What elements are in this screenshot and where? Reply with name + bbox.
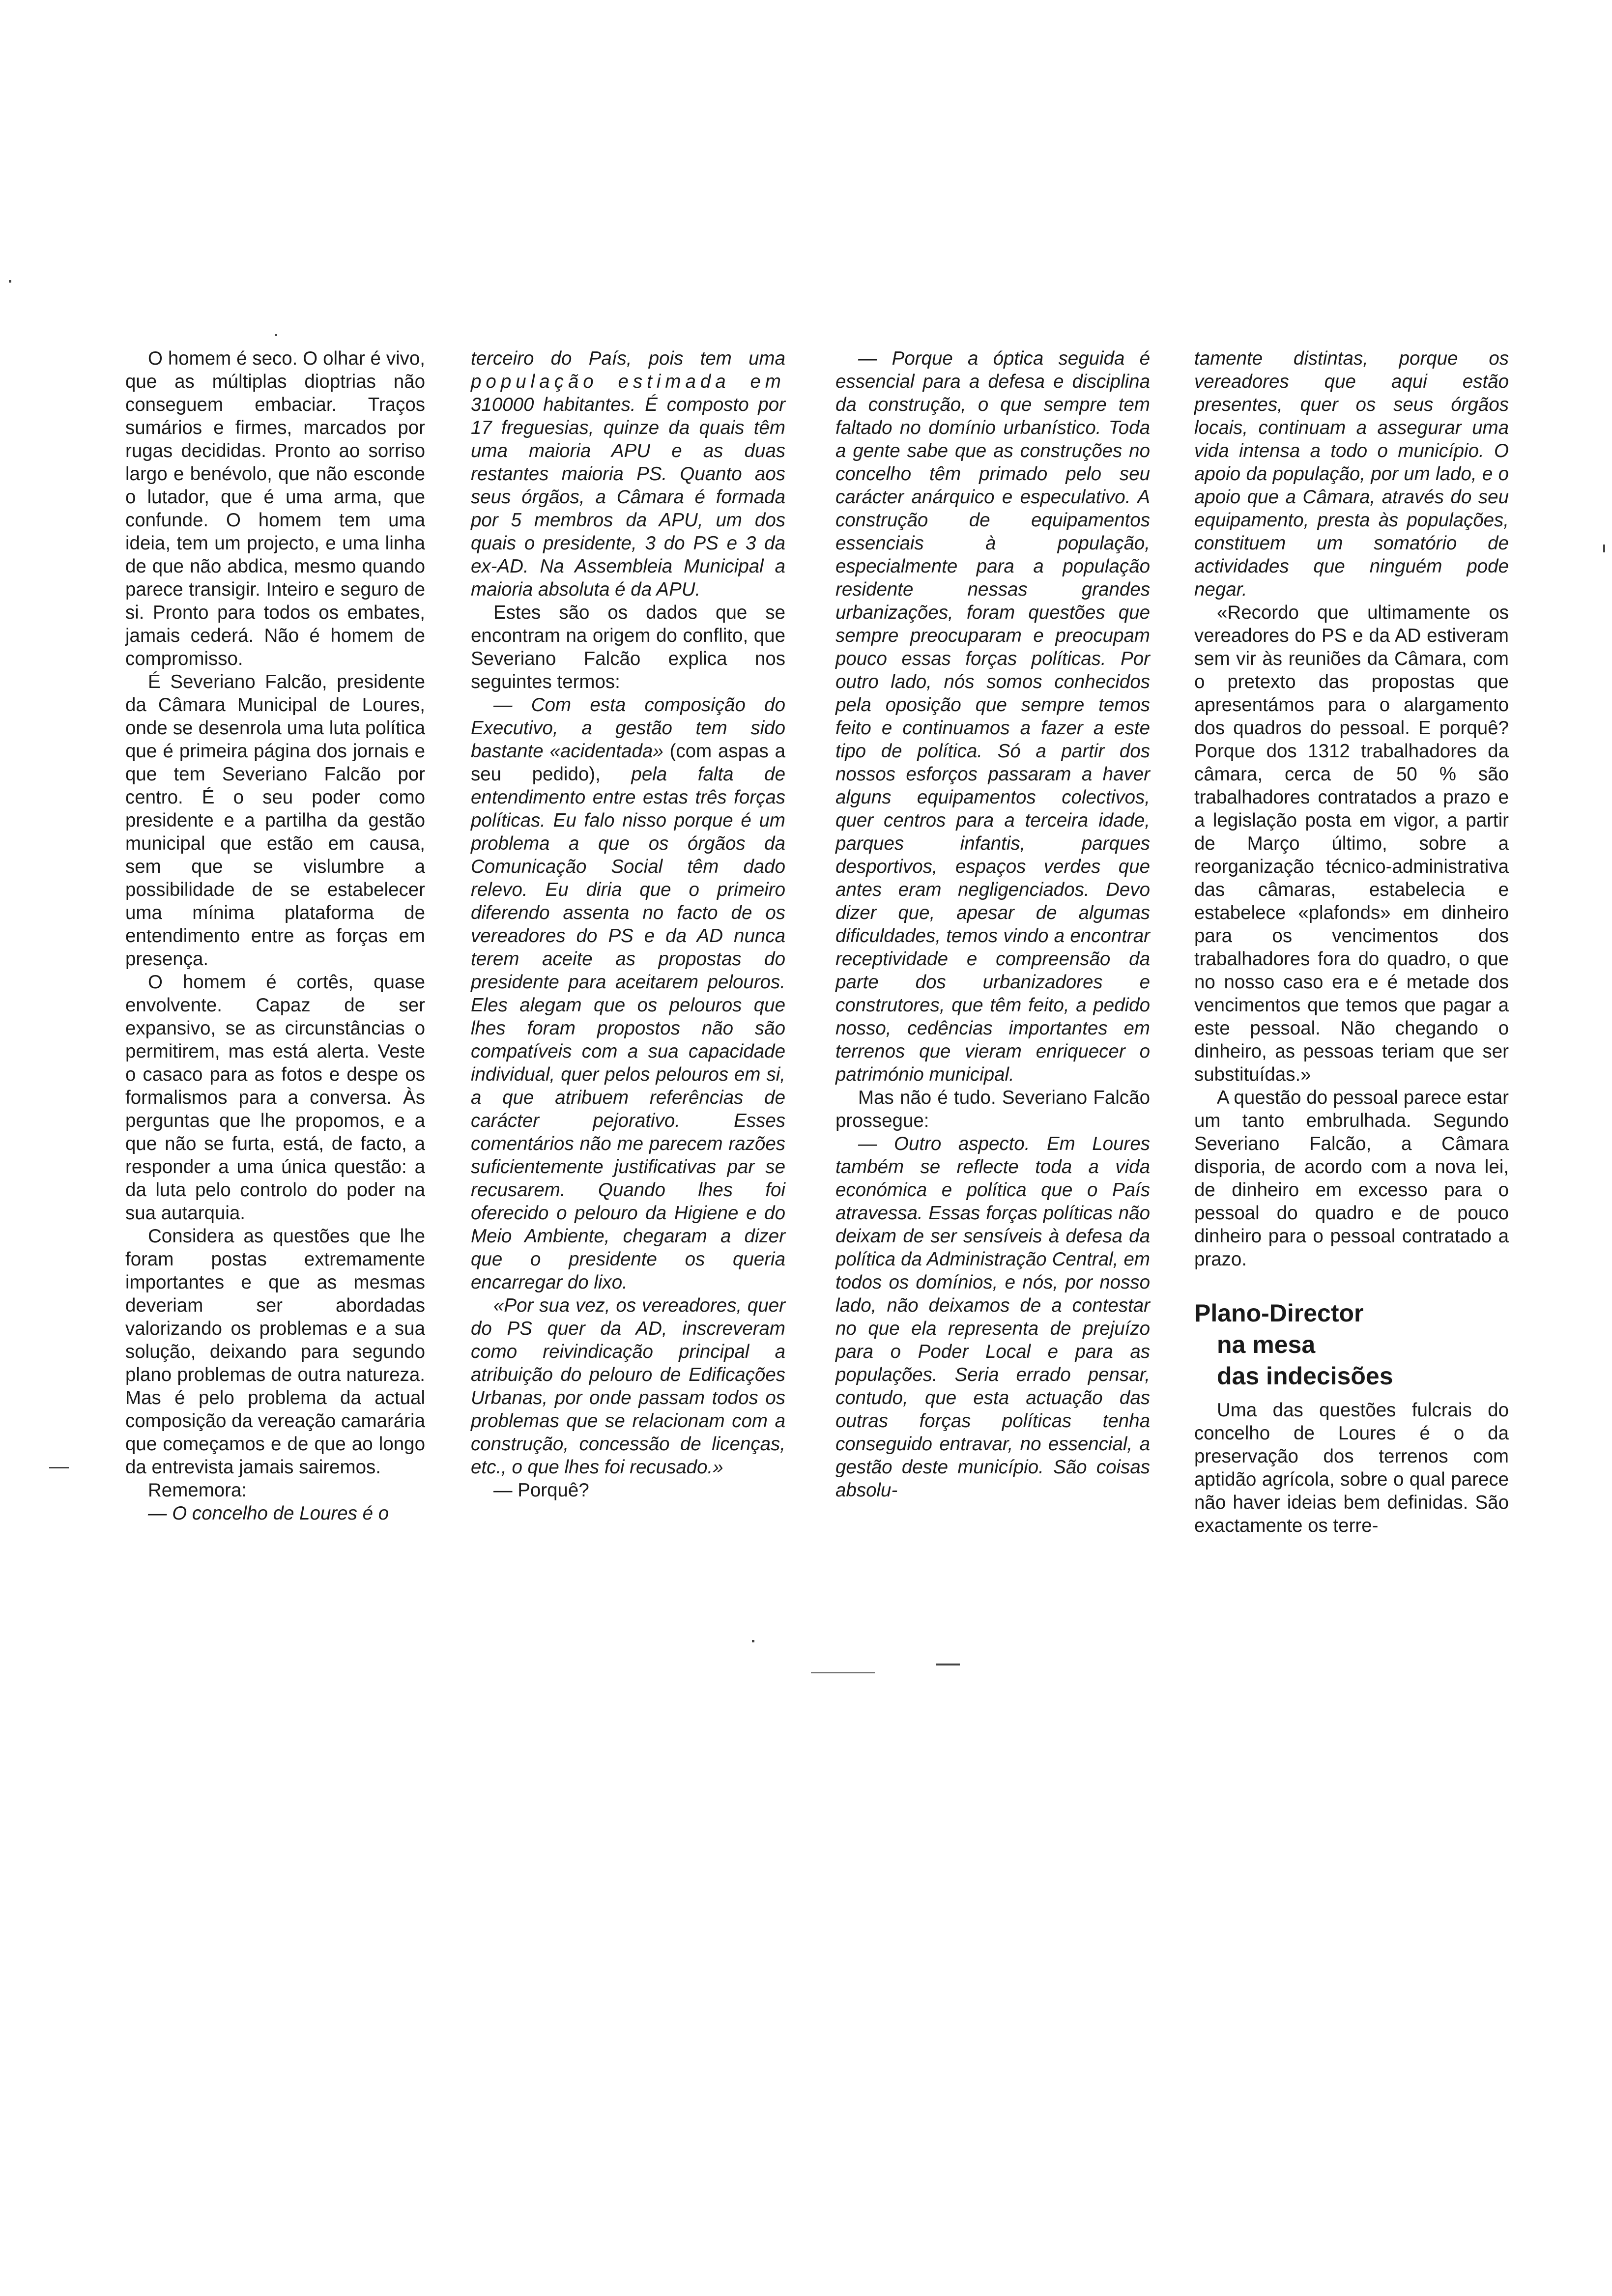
paragraph: A questão do pessoal parece estar um tanto embrulhada. Segundo Severiano Falcão, a Câmara disporia, de acordo com a nova lei, de dinheiro em excesso para o pessoal do quadro e de pouco dinheiro para o pessoal contratado a prazo. [1194, 1087, 1509, 1270]
paragraph-quote [471, 693, 785, 1294]
quote-text-spaced: população estimada em [471, 371, 785, 392]
paragraph-quote: — Porque a óptica seguida é essencial para a defesa e disciplina da construção, o que sempre tem faltado no domínio urbanístico. Toda a gente sabe que as construções no concelho têm primado pelo seu carácter anárquico e especulativo. A construção de equipamentos essenciais à população, especialmente para a população residente nessas grandes urbanizações, foram questões que sempre preocuparam e preocupam pouco essas forças políticas. Por outro lado, nós somos conhecidos pela oposição que sempre temos feito e continuamos a fazer a este tipo de política. Só a partir dos nossos esforços passaram a haver alguns equipamentos colectivos, quer centros para a terceira idade, parques infantis, parques desportivos, espaços verdes que antes eram negligenciados. Devo dizer que, apesar de algumas dificuldades, temos vindo a encontrar receptividade e compreensão da parte dos urbanizadores e construtores, que têm feito, a pedido nosso, cedências importantes em terrenos que vieram enriquecer o património municipal. [835, 348, 1150, 1085]
paragraph: Mas não é tudo. Severiano Falcão prossegue: [835, 1087, 1150, 1131]
heading-line: na mesa [1217, 1331, 1316, 1358]
paragraph: É Severiano Falcão, presidente da Câmara Municipal de Loures, onde se desenrola uma luta política que é primeira página dos jornais e que tem Severiano Falcão por centro. É o seu poder como presidente e a partilha da gestão municipal que estão em causa, sem que se vislumbre a possibilidade de se estabelecer uma mínima plataforma de entendimento entre as forças em presença. [125, 671, 425, 970]
paragraph: Considera as questões que lhe foram postas extremamente importantes e que as mesmas deveriam ser abordadas valorizando os problemas e a sua solução, deixando para segundo plano problemas de outra natureza. Mas é pelo problema da actual composição da vereação camarária que começamos e de que ao longo da entrevista jamais sairemos. [125, 1226, 425, 1478]
quote-text: pela falta de entendimento entre estas três forças políticas. Eu falo nisso porque é um problema a que os órgãos da Comunicação Social têm dado relevo. Eu diria que o primeiro diferendo assenta no facto de os vereadores do PS e da AD nunca terem aceite as propostas do presidente para aceitarem pelouros. Eles alegam que os pelouros que lhes foram propostos não são compatíveis com a sua capacidade individual, quer pelos pelouros em si, a que atribuem referências de carácter pejorativo. Esses comentários não me parecem razões suficientemente justificativas par se recusarem. Quando lhes foi oferecido o pelouro da Higiene e do Meio Ambiente, chegaram a dizer que o presidente os queria encarregar do lixo. [471, 764, 785, 1293]
paragraph: Rememora: [148, 1480, 247, 1501]
article-column-2 [471, 347, 785, 1502]
scan-speck [936, 1664, 960, 1665]
aside-text: (com aspas a seu pedido), [471, 741, 786, 785]
scan-speck [49, 1467, 69, 1468]
article-column-4 [1194, 347, 1509, 1537]
article-column-3 [835, 347, 1150, 1502]
paragraph: O homem é seco. O olhar é vivo, que as múltiplas dioptrias não conseguem embaciar. Traços sumários e firmes, marcados por rugas decididas. Pronto ao sorriso largo e benévolo, que não esconde o lutador, que é uma arma, que confunde. O homem tem uma ideia, tem um projecto, e uma linha de que não abdica, mesmo quando parece transigir. Inteiro e seguro de si. Pronto para todos os embates, jamais cederá. Não é homem de compromisso. [125, 348, 425, 669]
scan-speck [275, 334, 277, 336]
paragraph-quote: — Outro aspecto. Em Loures também se reflecte toda a vida económica e política que o País atravessa. Essas forças políticas não deixam de ser sensíveis à defesa da política da Administração Central, em todos os domínios, e nós, por nosso lado, não deixamos de a contestar no que ela representa de prejuízo para o Poder Local e para as populações. Seria errado pensar, contudo, que esta actuação das outras forças políticas tenha conseguido entravar, no essencial, a gestão deste município. São coisas absolu- [835, 1133, 1150, 1501]
paragraph-quote: tamente distintas, porque os vereadores que aqui estão presentes, quer os seus órgãos locais, continuam a assegurar uma vida intensa a todo o município. O apoio da população, por um lado, e o apoio que a Câmara, através do seu equipamento, presta às populações, constituem um somatório de actividades que ninguém pode negar. [1194, 348, 1509, 600]
heading-line: das indecisões [1217, 1362, 1393, 1390]
section-heading [1194, 1297, 1509, 1392]
paragraph: Uma das questões fulcrais do concelho de Loures é o da preservação dos terrenos com aptidão agrícola, sobre o qual parece não haver ideias bem definidas. São exactamente os terre- [1194, 1400, 1509, 1536]
heading-line: Plano-Director [1194, 1299, 1364, 1327]
article-column-1 [125, 347, 425, 1525]
quote-text: 310000 habitantes. É composto por 17 freguesias, quinze da quais têm uma maioria APU e as duas restantes maioria PS. Quanto aos seus órgãos, a Câmara é formada por 5 membros da APU, um dos quais o presidente, 3 do PS e 3 da ex-AD. Na Assembleia Municipal a maioria absoluta é da APU. [471, 394, 785, 600]
quote-text: terceiro do País, pois tem uma [471, 348, 785, 369]
paragraph: Estes são os dados que se encontram na origem do conflito, que Severiano Falcão explica nos seguintes termos: [471, 602, 785, 692]
paragraph: O homem é cortês, quase envolvente. Capaz de ser expansivo, se as circunstâncias o permitirem, mas está alerta. Veste o casaco para as fotos e despe os formalismos para a conversa. Às perguntas que lhe propomos, e a que não se furta, está, de facto, a responder a uma única questão: a da luta pelo controlo do poder na sua autarquia. [125, 972, 425, 1224]
scan-speck [811, 1672, 875, 1673]
scan-speck [752, 1640, 754, 1642]
scan-speck [1603, 545, 1605, 552]
paragraph-quote [471, 347, 785, 601]
paragraph: — Porquê? [493, 1480, 589, 1501]
paragraph: «Recordo que ultimamente os vereadores do PS e da AD estiveram sem vir às reuniões da Câmara, com o pretexto das propostas que apresentámos para o alargamento dos quadros do pessoal. E porquê? Porque dos 1312 trabalhadores da câmara, cerca de 50 % são trabalhadores contratados a prazo e a legislação posta em vigor, a partir de Março último, sobre a reorganização técnico-administrativa das câmaras, estabelecia e estabelece «plafonds» em dinheiro para os vencimentos dos trabalhadores fora do quadro, o que no nosso caso era e é metade dos vencimentos que temos que pagar a este pessoal. Não chegando o dinheiro, as pessoas teriam que ser substituídas.» [1194, 602, 1509, 1085]
scan-speck [9, 280, 11, 283]
quote-text: — Com esta composição do Executivo, a gestão tem sido bastante «acidentada» [471, 694, 785, 762]
paragraph-quote: «Por sua vez, os vereadores, quer do PS quer da AD, inscreveram como reivindicação principal a atribuição do pelouro de Edificações Urbanas, por onde passam todos os problemas que se relacionam com a construção, concessão de licenças, etc., o que lhes foi recusado.» [471, 1295, 785, 1478]
paragraph-quote: — O concelho de Loures é o [148, 1503, 389, 1524]
